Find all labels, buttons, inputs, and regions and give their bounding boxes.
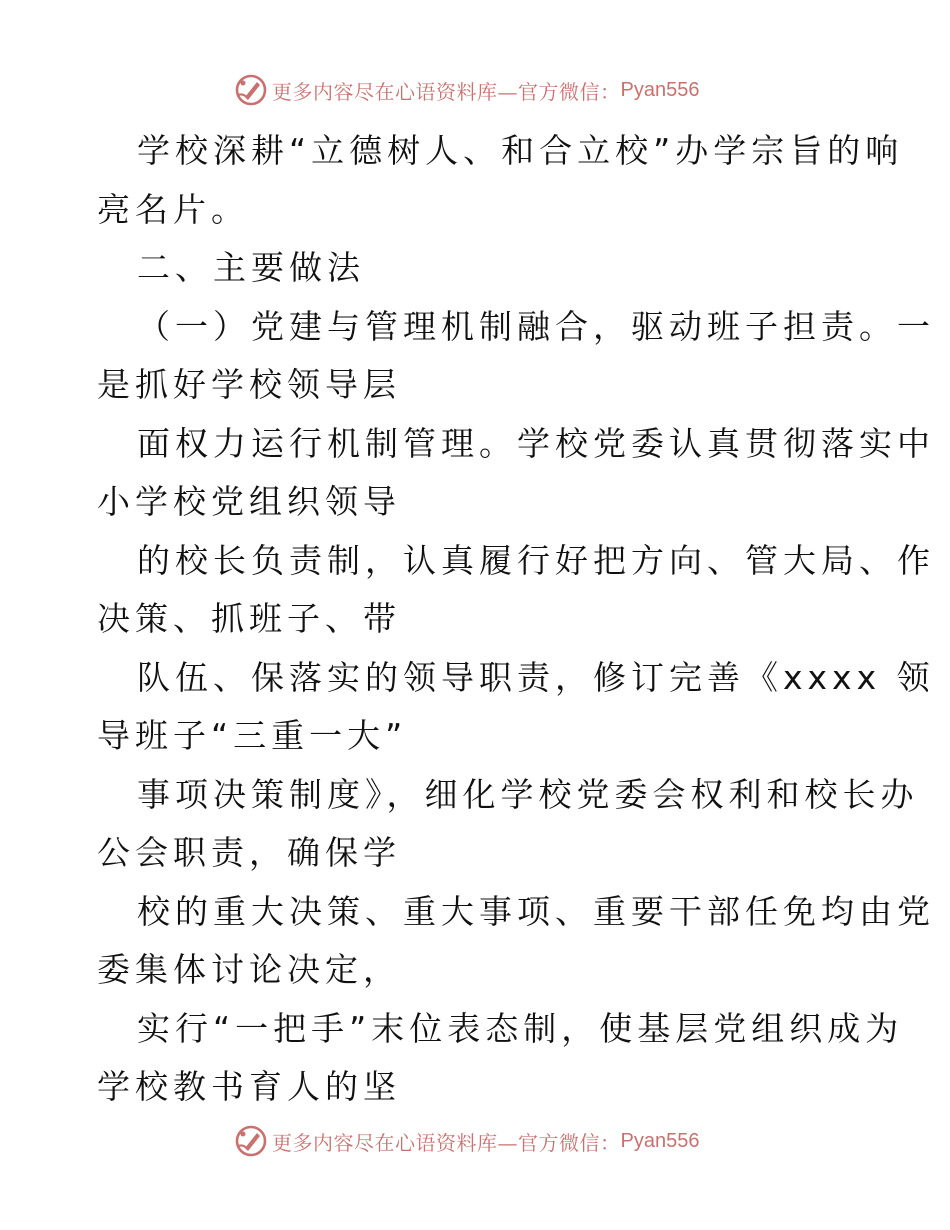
text-line: 是抓好学校领导层 <box>97 365 401 404</box>
banner-text: 更多内容尽在心语资料库—官方微信： <box>272 79 621 104</box>
text-line: 的校长负责制，认真履行好把方向、管大局、作 <box>137 540 935 580</box>
text-line: 小学校党组织领导 <box>97 482 401 521</box>
document-body <box>97 122 935 1117</box>
banner-wechat-id: Pyan556 <box>620 1129 700 1152</box>
banner-wechat-id: Pyan556 <box>620 78 700 101</box>
text-line: 公会职责，确保学 <box>97 833 401 872</box>
text-line: 事项决策制度》，细化学校党委会权利和校长办 <box>137 774 919 814</box>
pen-nib-logo-icon <box>234 73 268 107</box>
text-line: （一）党建与管理机制融合，驱动班子担责。一 <box>137 306 935 346</box>
text-line: 队伍、保落实的领导职责，修订完善《xxxx 领 <box>137 657 935 697</box>
text-line: 实行“一把手”末位表态制，使基层党组织成为 <box>137 1008 904 1048</box>
banner-text: 更多内容尽在心语资料库—官方微信： <box>272 1130 621 1155</box>
text-line: 导班子“三重一大” <box>97 716 408 755</box>
text-line: 学校教书育人的坚 <box>97 1067 401 1106</box>
text-line: 面权力运行机制管理。学校党委认真贯彻落实中 <box>137 423 935 463</box>
text-line: 学校深耕“立德树人、和合立校”办学宗旨的响 <box>137 131 904 170</box>
text-line: 委集体讨论决定， <box>97 950 401 989</box>
text-line: 决策、抓班子、带 <box>97 599 401 638</box>
text-line: 校的重大决策、重大事项、重要干部任免均由党 <box>137 891 935 931</box>
text-line: 亮名片。 <box>97 189 249 229</box>
section-heading: 二、主要做法 <box>137 248 365 287</box>
pen-nib-logo-icon <box>234 1124 268 1158</box>
header-watermark-banner <box>234 73 699 107</box>
footer-watermark-banner <box>234 1124 699 1158</box>
